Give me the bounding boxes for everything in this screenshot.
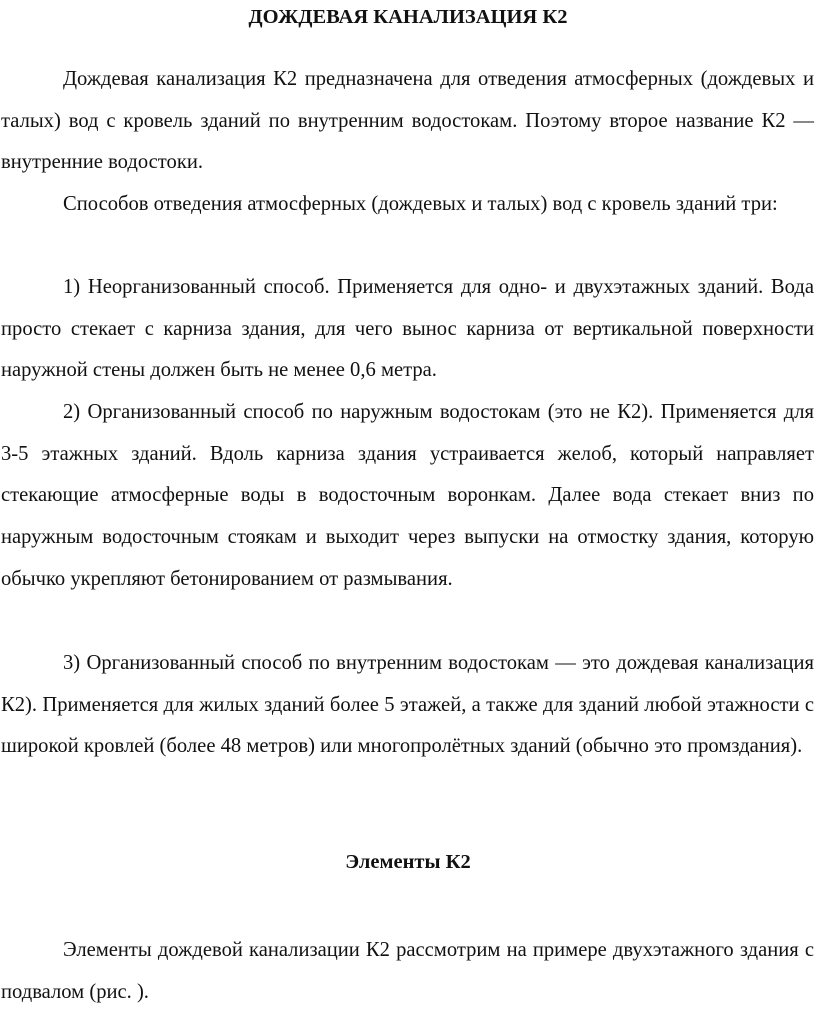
paragraph-purpose: Дождевая канализация К2 предназначена для отведения атмосферных (дождевых и талых) вод с кровель зданий по внутренним водостокам. Поэтому второе название К2 — внутренние водостоки. [1, 68, 814, 174]
paragraph-method-1: 1) Неорганизованный способ. Применяется для одно- и двухэтажных зданий. Вода просто стекает с карниза здания, для чего вынос карниза от вертикальной поверхности наружной стены должен быть не менее 0,6 метра. [1, 276, 814, 382]
document-title: ДОЖДЕВАЯ КАНАЛИЗАЦИЯ К2 [248, 6, 568, 28]
paragraph-method-2: 2) Организованный способ по наружным водостокам (это не К2). Применяется для 3-5 этажных зданий. Вдоль карниза здания устраивается желоб, который направляет стекающие атмосферные воды в водосточным воронкам. Далее вода стекает вниз по наружным водосточным стоякам и выходит через выпуски на отмостку здания, которую обычко укрепляют бетонированием от размывания. [1, 401, 814, 590]
paragraph-elements: Элементы дождевой канализации К2 рассмотрим на примере двухэтажного здания с подвалом (рис. ). [1, 939, 814, 1003]
section-title: Элементы К2 [345, 851, 471, 873]
paragraph-methods-intro: Способов отведения атмосферных (дождевых и талых) вод с кровель зданий три: [63, 193, 778, 215]
paragraph-method-3: 3) Организованный способ по внутренним водостокам — это дождевая канализация К2). Применяется для жилых зданий более 5 этажей, а также для зданий любой этажности с широкой кровлей (более 48 метров) или многопролётных зданий (обычно это промздания). [1, 652, 814, 758]
